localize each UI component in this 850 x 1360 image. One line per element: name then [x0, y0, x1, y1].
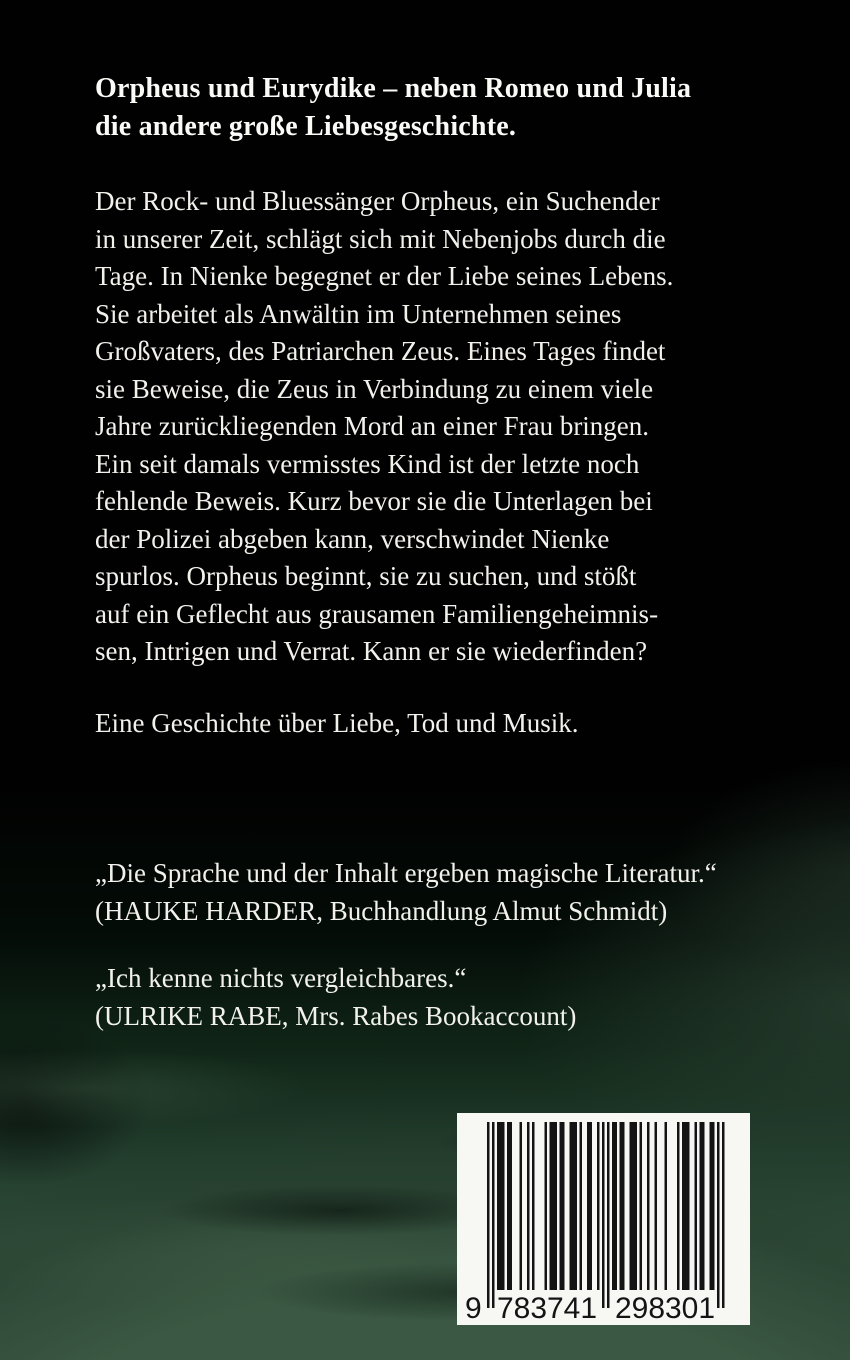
synopsis-line: Großvaters, des Patriarchen Zeus. Eines Tages findet: [95, 336, 666, 366]
svg-text:9: 9: [465, 1292, 482, 1325]
synopsis-line: auf ein Geflecht aus grausamen Familiengeheimnis-: [95, 598, 659, 629]
quote-text: „Ich kenne nichts vergleichbares.“: [95, 963, 467, 993]
synopsis-line: sie Beweise, die Zeus in Verbindung zu einem viele: [95, 373, 654, 404]
quote-text: „Die Sprache und der Inhalt ergeben magische Literatur.“: [95, 858, 717, 888]
synopsis-line: Der Rock- und Bluessänger Orpheus, ein Suchender: [95, 186, 660, 216]
quote-attribution: (HAUKE HARDER, Buchhandlung Almut Schmidt): [95, 895, 668, 926]
synopsis-line: in unserer Zeit, schlägt sich mit Nebenjobs durch die: [95, 223, 666, 254]
headline-line-1: Orpheus und Eurydike – neben Romeo und Julia: [95, 73, 692, 104]
synopsis-line: Ein seit damals vermisstes Kind ist der letzte noch: [95, 448, 640, 479]
review-quote-2: [95, 960, 815, 1035]
synopsis-line: fehlende Beweis. Kurz bevor sie die Unterlagen bei: [95, 486, 653, 516]
isbn-barcode: [457, 1113, 750, 1325]
synopsis-line: Tage. In Nienke begegnet er der Liebe seines Lebens.: [95, 261, 674, 291]
headline-line-2: die andere große Liebesgeschichte.: [95, 111, 517, 142]
review-quote-1: [95, 855, 815, 930]
headline: [95, 70, 775, 146]
synopsis-line: Jahre zurückliegenden Mord an einer Frau bringen.: [95, 411, 650, 441]
synopsis-line: der Polizei abgeben kann, verschwindet Nienke: [95, 523, 610, 554]
synopsis-line: Sie arbeitet als Anwältin im Unternehmen seines: [95, 298, 622, 329]
svg-text:298301: 298301: [615, 1292, 715, 1325]
quote-attribution: (ULRIKE RABE, Mrs. Rabes Bookaccount): [95, 1000, 577, 1031]
svg-text:783741: 783741: [497, 1292, 597, 1325]
tagline: Eine Geschichte über Liebe, Tod und Musik.: [95, 708, 579, 738]
synopsis-line: sen, Intrigen und Verrat. Kann er sie wiederfinden?: [95, 636, 648, 666]
synopsis-line: spurlos. Orpheus beginnt, sie zu suchen, und stößt: [95, 561, 637, 591]
ean13-barcode-bars: [457, 1113, 750, 1325]
synopsis: [95, 183, 785, 671]
